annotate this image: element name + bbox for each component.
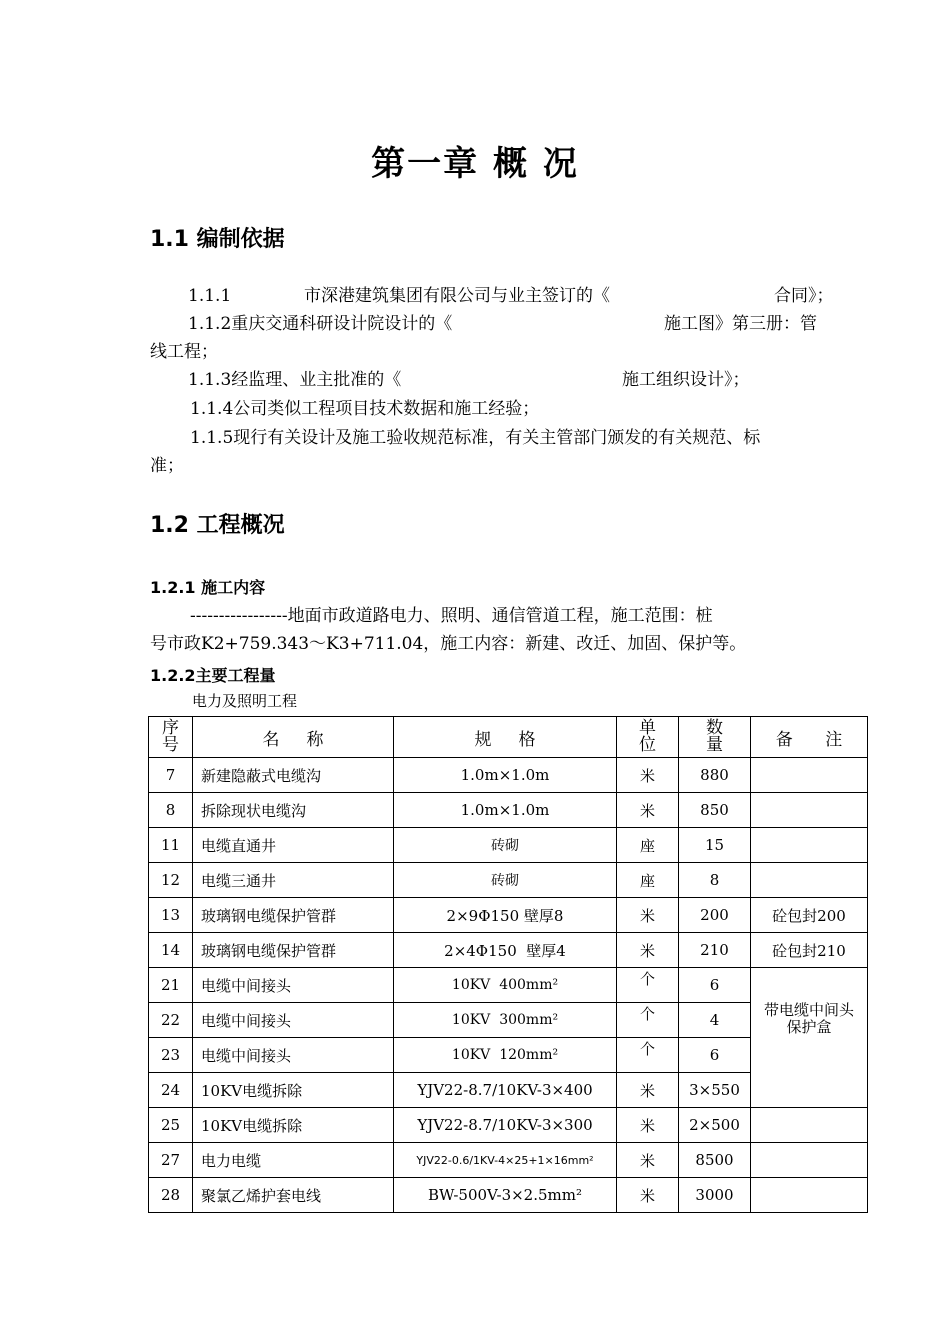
cell-unit: 米 — [617, 793, 679, 828]
quantities-table — [148, 716, 868, 1213]
cell-remark — [751, 758, 868, 793]
item-number: 1.1.4 — [190, 399, 234, 419]
cell-no: 8 — [149, 793, 193, 828]
item-text: 公司类似工程项目技术数据和施工经验； — [233, 399, 540, 419]
cell-spec: 10KV 400mm² — [394, 968, 617, 1003]
header-remark: 备 注 — [751, 717, 868, 758]
cell-no: 27 — [149, 1143, 193, 1178]
cell-no: 12 — [149, 863, 193, 898]
cell-name: 10KV电缆拆除 — [193, 1108, 394, 1143]
cell-unit: 个 — [617, 1038, 679, 1073]
cell-qty: 3×550 — [679, 1073, 751, 1108]
cell-spec: 砖砌 — [394, 863, 617, 898]
cell-remark — [751, 828, 868, 863]
cell-qty: 850 — [679, 793, 751, 828]
cell-spec: YJV22-8.7/10KV-3×400 — [394, 1073, 617, 1108]
cell-qty: 200 — [679, 898, 751, 933]
cell-unit: 米 — [617, 933, 679, 968]
basis-item-1-text-end: 合同》； — [774, 286, 834, 306]
basis-item-1-text: 市深港建筑集团有限公司与业主签订的《 — [304, 286, 610, 306]
cell-spec: YJV22-0.6/1KV-4×25+1×16mm² — [394, 1143, 617, 1178]
cell-unit: 米 — [617, 1143, 679, 1178]
cell-name: 电力电缆 — [193, 1143, 394, 1178]
cell-qty: 3000 — [679, 1178, 751, 1213]
basis-item-5-cont: 准； — [150, 456, 184, 476]
table-header-row — [149, 717, 868, 758]
section-heading-1-1: 1.1 编制依据 — [150, 227, 285, 252]
cell-no: 28 — [149, 1178, 193, 1213]
basis-item-3 — [188, 366, 401, 394]
cell-no: 24 — [149, 1073, 193, 1108]
table-row — [149, 1108, 868, 1143]
cell-remark — [751, 793, 868, 828]
table-row — [149, 933, 868, 968]
cell-name: 拆除现状电缆沟 — [193, 793, 394, 828]
cell-name: 电缆直通井 — [193, 828, 394, 863]
cell-spec: 10KV 300mm² — [394, 1003, 617, 1038]
construction-content-line-1: -----------------地面市政道路电力、照明、通信管道工程，施工范围：桩 — [190, 606, 713, 626]
cell-unit: 米 — [617, 1073, 679, 1108]
cell-remark-merged: 带电缆中间头保护盒 — [751, 968, 868, 1108]
item-number: 1.1.2 — [188, 314, 232, 334]
table-row — [149, 898, 868, 933]
table-row — [149, 968, 868, 1003]
cell-qty: 6 — [679, 1038, 751, 1073]
basis-item-2-text-end: 施工图》第三册：管 — [664, 314, 817, 334]
cell-spec: 砖砌 — [394, 828, 617, 863]
cell-name: 玻璃钢电缆保护管群 — [193, 933, 394, 968]
cell-spec: 2×4Φ150 壁厚4 — [394, 933, 617, 968]
construction-content-line-2: 号市政K2+759.343～K3+711.04，施工内容：新建、改迁、加固、保护等。 — [150, 634, 747, 654]
basis-item-3-text-end: 施工组织设计》； — [622, 370, 750, 390]
section-heading-1-2: 1.2 工程概况 — [150, 513, 285, 538]
table-caption: 电力及照明工程 — [192, 692, 298, 710]
cell-name: 电缆中间接头 — [193, 1038, 394, 1073]
cell-no: 7 — [149, 758, 193, 793]
basis-item-5 — [190, 424, 760, 452]
cell-qty: 4 — [679, 1003, 751, 1038]
cell-unit: 米 — [617, 758, 679, 793]
cell-unit: 座 — [617, 828, 679, 863]
cell-unit: 个 — [617, 1003, 679, 1038]
cell-name: 电缆中间接头 — [193, 968, 394, 1003]
cell-name: 10KV电缆拆除 — [193, 1073, 394, 1108]
item-number: 1.1.1 — [188, 286, 232, 306]
subsection-heading-1-2-2: 1.2.2主要工程量 — [150, 666, 276, 685]
cell-unit: 座 — [617, 863, 679, 898]
cell-remark — [751, 1143, 868, 1178]
cell-unit: 米 — [617, 1108, 679, 1143]
cell-qty: 6 — [679, 968, 751, 1003]
cell-name: 电缆中间接头 — [193, 1003, 394, 1038]
table-row — [149, 793, 868, 828]
cell-no: 22 — [149, 1003, 193, 1038]
header-qty: 数 量 — [679, 717, 751, 758]
cell-qty: 2×500 — [679, 1108, 751, 1143]
item-number: 1.1.3 — [188, 370, 232, 390]
cell-spec: 2×9Φ150 壁厚8 — [394, 898, 617, 933]
cell-spec: 1.0m×1.0m — [394, 758, 617, 793]
item-text: 现行有关设计及施工验收规范标准，有关主管部门颁发的有关规范、标 — [233, 428, 761, 448]
subsection-heading-1-2-1: 1.2.1 施工内容 — [150, 578, 266, 597]
cell-unit: 米 — [617, 1178, 679, 1213]
table-row — [149, 863, 868, 898]
cell-remark: 砼包封210 — [751, 933, 868, 968]
cell-spec: BW-500V-3×2.5mm² — [394, 1178, 617, 1213]
cell-no: 11 — [149, 828, 193, 863]
cell-remark — [751, 863, 868, 898]
cell-qty: 210 — [679, 933, 751, 968]
cell-unit: 米 — [617, 898, 679, 933]
cell-no: 23 — [149, 1038, 193, 1073]
cell-no: 14 — [149, 933, 193, 968]
cell-remark — [751, 1178, 868, 1213]
cell-qty: 15 — [679, 828, 751, 863]
cell-remark: 砼包封200 — [751, 898, 868, 933]
cell-name: 电缆三通井 — [193, 863, 394, 898]
header-spec: 规 格 — [394, 717, 617, 758]
item-text: 重庆交通科研设计院设计的《 — [231, 314, 453, 334]
cell-spec: 1.0m×1.0m — [394, 793, 617, 828]
cell-no: 21 — [149, 968, 193, 1003]
basis-item-1 — [188, 282, 231, 310]
cell-no: 25 — [149, 1108, 193, 1143]
table-row — [149, 828, 868, 863]
cell-no: 13 — [149, 898, 193, 933]
basis-item-2-cont: 线工程； — [150, 342, 218, 362]
cell-name: 新建隐蔽式电缆沟 — [193, 758, 394, 793]
basis-item-4 — [190, 395, 539, 423]
cell-name: 聚氯乙烯护套电线 — [193, 1178, 394, 1213]
cell-remark — [751, 1108, 868, 1143]
header-name: 名 称 — [193, 717, 394, 758]
table-row — [149, 1178, 868, 1213]
cell-spec: YJV22-8.7/10KV-3×300 — [394, 1108, 617, 1143]
cell-name: 玻璃钢电缆保护管群 — [193, 898, 394, 933]
table-row — [149, 758, 868, 793]
cell-spec: 10KV 120mm² — [394, 1038, 617, 1073]
basis-item-2 — [188, 310, 452, 338]
chapter-title: 第一章 概 况 — [371, 144, 579, 184]
cell-unit: 个 — [617, 968, 679, 1003]
table-row — [149, 1143, 868, 1178]
cell-qty: 8500 — [679, 1143, 751, 1178]
item-text: 经监理、业主批准的《 — [231, 370, 402, 390]
header-unit: 单 位 — [617, 717, 679, 758]
item-number: 1.1.5 — [190, 428, 234, 448]
header-no: 序 号 — [149, 717, 193, 758]
cell-qty: 8 — [679, 863, 751, 898]
cell-qty: 880 — [679, 758, 751, 793]
